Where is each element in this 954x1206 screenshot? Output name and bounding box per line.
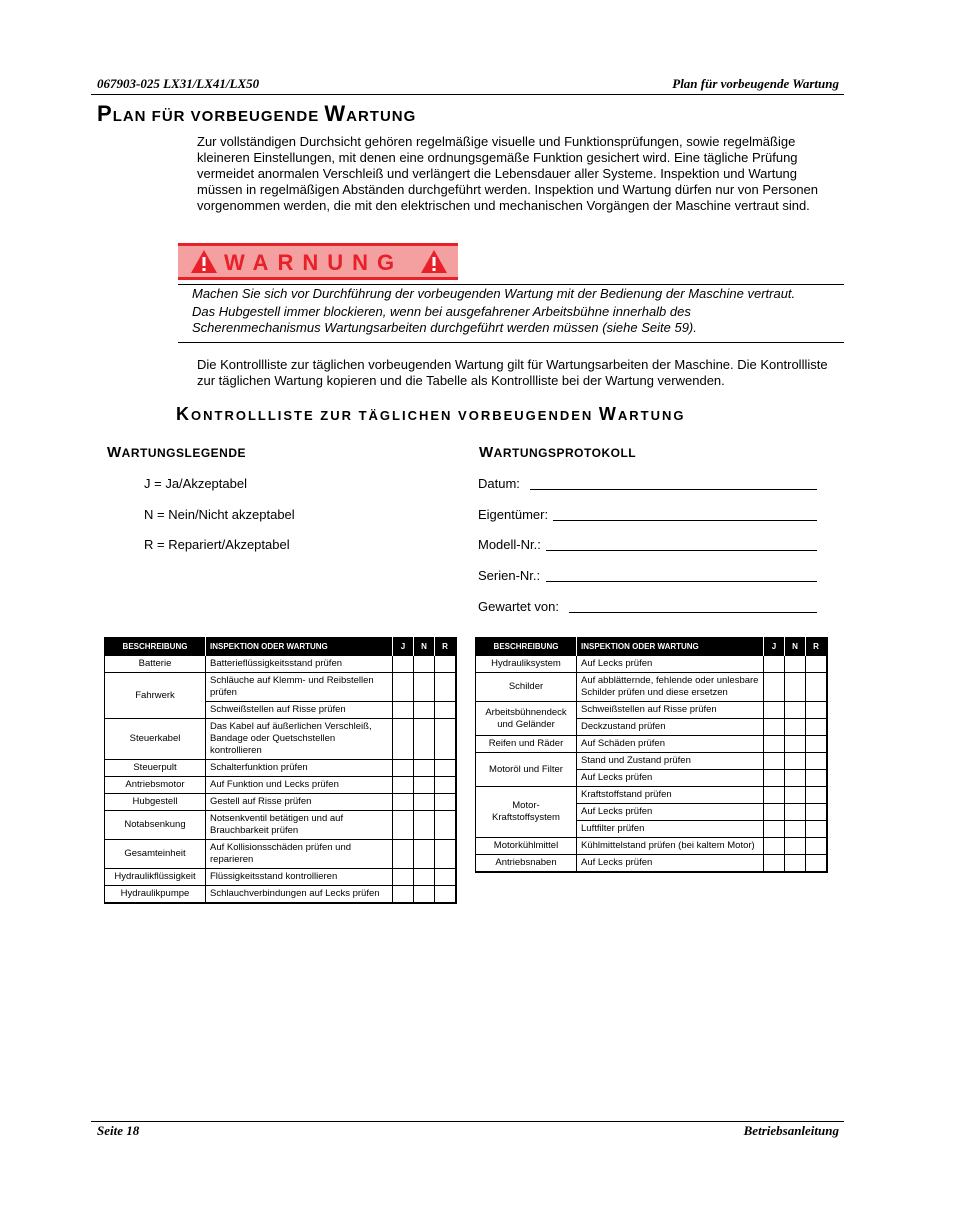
checkbox-n[interactable] [785, 821, 806, 838]
row-inspection: Schalterfunktion prüfen [206, 760, 393, 777]
row-description: Gesamteinheit [105, 840, 206, 869]
checkbox-j[interactable] [393, 811, 414, 840]
checkbox-r[interactable] [806, 787, 828, 804]
table-row [476, 838, 828, 855]
checkbox-j[interactable] [764, 702, 785, 719]
header-section: Plan für vorbeugende Wartung [672, 76, 839, 91]
table-row [476, 855, 828, 873]
row-inspection: Schläuche auf Klemm- und Reibstellen prüfen [206, 673, 393, 702]
checkbox-j[interactable] [764, 804, 785, 821]
protocol-line-owner[interactable] [553, 520, 817, 521]
row-inspection: Auf Lecks prüfen [577, 656, 764, 673]
checkbox-n[interactable] [414, 886, 435, 904]
legend-heading: WARTUNGSLEGENDE [107, 444, 247, 461]
table-row [105, 673, 457, 702]
row-description: Steuerpult [105, 760, 206, 777]
protocol-line-serviced-by[interactable] [569, 612, 817, 613]
footer-rule [91, 1121, 844, 1122]
checkbox-r[interactable] [806, 719, 828, 736]
legend-item-j: J = Ja/Akzeptabel [144, 476, 247, 491]
checkbox-n[interactable] [414, 794, 435, 811]
row-description: Hydrauliksystem [476, 656, 577, 673]
table-row [105, 869, 457, 886]
row-description: Hydraulikflüssigkeit [105, 869, 206, 886]
checkbox-n[interactable] [414, 656, 435, 673]
row-inspection: Auf abblätternde, fehlende oder unlesbare Schilder prüfen und diese ersetzen [577, 673, 764, 702]
table-row [476, 787, 828, 804]
checkbox-r[interactable] [435, 777, 457, 794]
col-header-j: J [393, 638, 414, 656]
col-header-description: BESCHREIBUNG [105, 638, 206, 656]
checkbox-r[interactable] [806, 753, 828, 770]
checkbox-j[interactable] [393, 673, 414, 702]
warning-bottom-rule [178, 342, 844, 343]
row-inspection: Auf Lecks prüfen [577, 855, 764, 873]
checkbox-r[interactable] [806, 821, 828, 838]
checkbox-r[interactable] [435, 869, 457, 886]
checkbox-j[interactable] [764, 736, 785, 753]
checkbox-j[interactable] [393, 840, 414, 869]
checkbox-r[interactable] [435, 811, 457, 840]
protocol-field-model: Modell-Nr.: [478, 537, 541, 552]
warning-triangle-icon [190, 249, 218, 274]
checkbox-j[interactable] [393, 656, 414, 673]
row-description: Steuerkabel [105, 719, 206, 760]
row-inspection: Flüssigkeitsstand kontrollieren [206, 869, 393, 886]
checklist-intro: Die Kontrollliste zur täglichen vorbeugenden Wartung gilt für Wartungsarbeiten der Maschine. Die Kontrollliste zur täglichen Wartung kopieren und die Tabelle als Kontrollliste bei der Wartung verwenden. [197, 357, 828, 388]
col-header-inspection: INSPEKTION ODER WARTUNG [206, 638, 393, 656]
checkbox-r[interactable] [806, 855, 828, 873]
warning-text-2: Das Hubgestell immer blockieren, wenn bei ausgefahrener Arbeitsbühne innerhalb des Scherenmechanismus Wartungsarbeiten durchgeführt werden müssen (siehe Seite 59). [192, 304, 697, 335]
legend-item-n: N = Nein/Nicht akzeptabel [144, 507, 295, 522]
checkbox-j[interactable] [764, 719, 785, 736]
checkbox-n[interactable] [785, 656, 806, 673]
table-row [476, 753, 828, 770]
row-description: Motorkühlmittel [476, 838, 577, 855]
checkbox-n[interactable] [414, 673, 435, 702]
checkbox-n[interactable] [414, 719, 435, 760]
row-inspection: Deckzustand prüfen [577, 719, 764, 736]
row-inspection: Stand und Zustand prüfen [577, 753, 764, 770]
checkbox-n[interactable] [785, 770, 806, 787]
row-inspection: Auf Lecks prüfen [577, 770, 764, 787]
checkbox-r[interactable] [435, 702, 457, 719]
col-header-r: R [806, 638, 828, 656]
checkbox-n[interactable] [785, 736, 806, 753]
row-inspection: Auf Funktion und Lecks prüfen [206, 777, 393, 794]
table-row [105, 811, 457, 840]
checkbox-j[interactable] [764, 838, 785, 855]
footer-page: Seite 18 [97, 1123, 140, 1138]
header-doc-number: 067903-025 LX31/LX41/LX50 [97, 76, 260, 91]
table-row [476, 702, 828, 719]
table-row [105, 840, 457, 869]
protocol-field-serviced-by: Gewartet von: [478, 599, 559, 614]
checkbox-n[interactable] [785, 804, 806, 821]
protocol-line-serial[interactable] [546, 581, 817, 582]
checkbox-j[interactable] [764, 753, 785, 770]
checkbox-n[interactable] [785, 702, 806, 719]
row-description: Notabsenkung [105, 811, 206, 840]
warning-triangle-icon [420, 249, 448, 274]
checkbox-r[interactable] [435, 886, 457, 904]
row-description: Batterie [105, 656, 206, 673]
col-header-j: J [764, 638, 785, 656]
checkbox-r[interactable] [806, 838, 828, 855]
col-header-inspection: INSPEKTION ODER WARTUNG [577, 638, 764, 656]
checkbox-n[interactable] [414, 702, 435, 719]
row-inspection: Luftfilter prüfen [577, 821, 764, 838]
checklist-title: KONTROLLLISTE ZUR TÄGLICHEN VORBEUGENDEN WARTUNG [176, 404, 686, 424]
col-header-n: N [785, 638, 806, 656]
checkbox-j[interactable] [764, 770, 785, 787]
checkbox-r[interactable] [435, 656, 457, 673]
row-description: Antriebsmotor [105, 777, 206, 794]
row-inspection: Kraftstoffstand prüfen [577, 787, 764, 804]
checkbox-r[interactable] [806, 656, 828, 673]
checkbox-n[interactable] [785, 838, 806, 855]
row-inspection: Das Kabel auf äußerlichen Verschleiß, Bandage oder Quetschstellen kontrollieren [206, 719, 393, 760]
checkbox-r[interactable] [806, 770, 828, 787]
checkbox-n[interactable] [414, 811, 435, 840]
protocol-line-model[interactable] [546, 550, 817, 551]
checkbox-r[interactable] [435, 840, 457, 869]
checkbox-j[interactable] [393, 719, 414, 760]
row-inspection: Auf Kollisionsschäden prüfen und reparieren [206, 840, 393, 869]
table-row [476, 656, 828, 673]
checkbox-n[interactable] [414, 869, 435, 886]
row-inspection: Schweißstellen auf Risse prüfen [577, 702, 764, 719]
checkbox-n[interactable] [414, 777, 435, 794]
table-row [105, 777, 457, 794]
col-header-r: R [435, 638, 457, 656]
checkbox-j[interactable] [764, 787, 785, 804]
footer-doc: Betriebsanleitung [743, 1123, 839, 1138]
protocol-heading: WARTUNGSPROTOKOLL [479, 444, 637, 461]
legend-item-r: R = Repariert/Akzeptabel [144, 537, 290, 552]
row-inspection: Schweißstellen auf Risse prüfen [206, 702, 393, 719]
table-row [105, 656, 457, 673]
checkbox-j[interactable] [393, 777, 414, 794]
col-header-description: BESCHREIBUNG [476, 638, 577, 656]
warning-top-rule [178, 284, 844, 285]
row-description: Arbeitsbühnendeck und Geländer [476, 702, 577, 736]
row-inspection: Auf Schäden prüfen [577, 736, 764, 753]
checklist-table-left [104, 637, 457, 904]
checkbox-j[interactable] [764, 821, 785, 838]
table-row [476, 736, 828, 753]
checkbox-r[interactable] [806, 702, 828, 719]
checkbox-r[interactable] [435, 673, 457, 702]
col-header-n: N [414, 638, 435, 656]
row-inspection: Schlauchverbindungen auf Lecks prüfen [206, 886, 393, 904]
checkbox-r[interactable] [435, 760, 457, 777]
checkbox-j[interactable] [764, 656, 785, 673]
checkbox-j[interactable] [393, 760, 414, 777]
checkbox-r[interactable] [435, 719, 457, 760]
checkbox-n[interactable] [785, 673, 806, 702]
protocol-field-date: Datum: [478, 476, 520, 491]
checkbox-j[interactable] [393, 794, 414, 811]
table-row [105, 760, 457, 777]
checkbox-j[interactable] [764, 673, 785, 702]
checkbox-n[interactable] [785, 787, 806, 804]
row-description: Fahrwerk [105, 673, 206, 719]
row-description: Hubgestell [105, 794, 206, 811]
checkbox-n[interactable] [414, 840, 435, 869]
table-row [105, 794, 457, 811]
checkbox-n[interactable] [785, 753, 806, 770]
checkbox-n[interactable] [785, 855, 806, 873]
warning-banner [178, 243, 458, 280]
table-row [105, 886, 457, 904]
protocol-field-serial: Serien-Nr.: [478, 568, 541, 583]
table-row [105, 719, 457, 760]
row-description: Schilder [476, 673, 577, 702]
row-description: Antriebsnaben [476, 855, 577, 873]
checkbox-j[interactable] [393, 869, 414, 886]
checkbox-r[interactable] [806, 673, 828, 702]
row-description: Reifen und Räder [476, 736, 577, 753]
warning-label: WARNUNG [224, 250, 404, 275]
header-rule [91, 94, 844, 95]
protocol-line-date[interactable] [530, 489, 817, 490]
checkbox-n[interactable] [785, 719, 806, 736]
warning-text-1: Machen Sie sich vor Durchführung der vorbeugenden Wartung mit der Bedienung der Maschine vertraut. [192, 286, 796, 301]
checkbox-r[interactable] [435, 794, 457, 811]
checklist-table-right [475, 637, 828, 873]
checkbox-j[interactable] [393, 886, 414, 904]
row-inspection: Auf Lecks prüfen [577, 804, 764, 821]
row-inspection: Kühlmittelstand prüfen (bei kaltem Motor) [577, 838, 764, 855]
row-inspection: Batterieflüssigkeitsstand prüfen [206, 656, 393, 673]
intro-paragraph: Zur vollständigen Durchsicht gehören regelmäßige visuelle und Funktionsprüfungen, sowie regelmäßige kleineren Einstellungen, mit denen eine ordnungsgemäße Funktion gesichert wird. Eine tägliche Prüfung vermeidet anormalen Verschleiß und verlängert die Lebensdauer aller Systeme. Inspektion und Wartung müssen in regelmäßigen Abständen durchgeführt werden. Inspektion und Wartung dürfen nur von Personen vorgenommen werden, die mit den elektrischen und mechanischen Vorgängen der Maschine vertraut sind. [197, 134, 819, 213]
checkbox-r[interactable] [806, 804, 828, 821]
checkbox-j[interactable] [393, 702, 414, 719]
checkbox-j[interactable] [764, 855, 785, 873]
checkbox-r[interactable] [806, 736, 828, 753]
row-description: Motoröl und Filter [476, 753, 577, 787]
protocol-field-owner: Eigentümer: [478, 507, 549, 522]
page-title: PLAN FÜR VORBEUGENDE WARTUNG [97, 101, 417, 126]
row-description: Motor-Kraftstoffsystem [476, 787, 577, 838]
row-inspection: Gestell auf Risse prüfen [206, 794, 393, 811]
row-inspection: Notsenkventil betätigen und auf Brauchbarkeit prüfen [206, 811, 393, 840]
checkbox-n[interactable] [414, 760, 435, 777]
row-description: Hydraulikpumpe [105, 886, 206, 904]
table-row [476, 673, 828, 702]
